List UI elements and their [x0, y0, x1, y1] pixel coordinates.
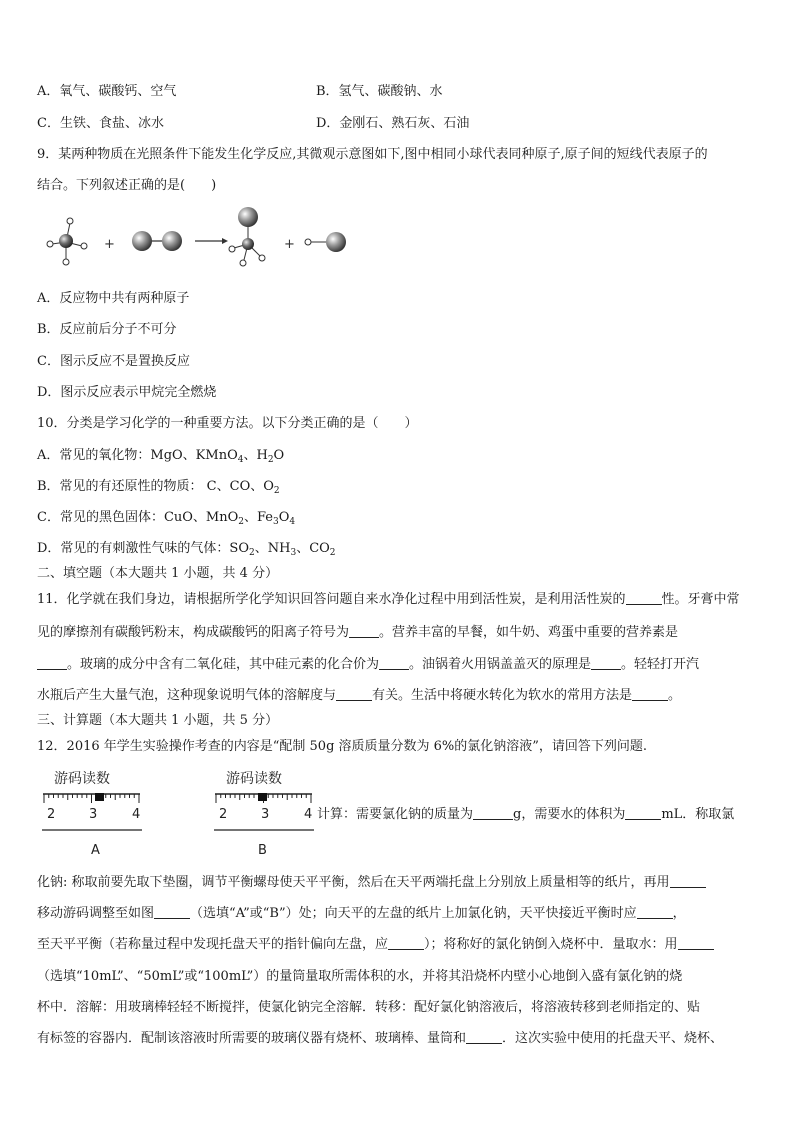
q12-para-line5: 杯中．溶解：用玻璃棒轻轻不断搅拌，使氯化钠完全溶解．转移：配好氯化钠溶液后，将溶液转移到老师指定的、贴 [37, 1000, 701, 1015]
q10-option-c: C．常见的黑色固体：CuO、MnO$_2$、$Fe_3O_4$ [37, 510, 296, 527]
q11-line4: 水瓶后产生大量气泡，这种现象说明气体的溶解度与 有关。生活中将硬水转化为软水的常用方法是 。 [37, 688, 682, 703]
rider-scale-title: 游码读数 [226, 771, 282, 787]
tick-label: 3 [89, 807, 98, 822]
q8-option-b: B．氢气、碳酸钠、水 [316, 84, 443, 99]
rider-marker [95, 793, 104, 801]
q8-option-c: C．生铁、食盐、冰水 [37, 116, 164, 131]
tick-label: 4 [304, 807, 313, 822]
q12-para-line1: 化钠: 称取前要先取下垫圈，调节平衡螺母使天平平衡，然后在天平两端托盘上分别放上质量相等的纸片，再用 [37, 875, 706, 891]
q10-option-d: D．常见的有刺激性气味的气体：$SO_2$、$NH_3$、$CO_2$ [37, 541, 336, 558]
q12-calc-line: 计算：需要氯化钠的质量为 g，需要水的体积为 mL．称取氯 [317, 807, 735, 822]
q9-option-a: A．反应物中共有两种原子 [37, 291, 190, 306]
reaction-arrow [195, 238, 228, 244]
q9-stem-line2: 结合。下列叙述正确的是( ) [37, 178, 217, 193]
plus-sign: + [284, 237, 295, 252]
q12-para-line2: 移动游码调整至如图 （选填“A”或“B”）处；向天平的左盘的纸片上加氯化钠，天平快接近平衡时应 ， [37, 906, 686, 921]
q10-option-b: B．常见的有还原性的物质： C、CO、$O_2$ [37, 479, 280, 496]
q8-option-d: D．金刚石、熟石灰、石油 [316, 116, 470, 131]
reaction-diagram [40, 206, 360, 276]
q9-stem-line1: 9．某两种物质在光照条件下能发生化学反应,其微观示意图如下,图中相同小球代表同种原子,原子间的短线代表原子的 [37, 147, 708, 162]
tick-label: 2 [47, 807, 56, 822]
rider-scale-title: 游码读数 [54, 771, 110, 787]
rider-scale-diagram-a [40, 766, 150, 862]
diagram-label-b: B [258, 843, 267, 858]
q11-line1: 11．化学就在我们身边，请根据所学化学知识回答问题自来水净化过程中用到活性炭，是利用活性炭的 性。牙膏中常 [37, 592, 740, 607]
plus-sign: + [104, 237, 115, 252]
q9-option-d: D．图示反应表示甲烷完全燃烧 [37, 385, 217, 400]
q12-para-line3: 至天平平衡（若称量过程中发现托盘天平的指针偏向左盘，应 ）；将称好的氯化钠倒入烧杯中．量取水：用 [37, 937, 714, 953]
q8-option-a: A．氧气、碳酸钙、空气 [37, 84, 177, 99]
chlorine-molecule [132, 231, 182, 251]
methane-molecule [47, 218, 87, 265]
rider-marker [258, 793, 267, 801]
section-title-fill-in: 二、填空题（本大题共 1 小题，共 4 分） [37, 566, 279, 581]
section-title-calculation: 三、计算题（本大题共 1 小题，共 5 分） [37, 713, 279, 728]
q10-stem: 10．分类是学习化学的一种重要方法。以下分类正确的是（ ） [37, 416, 418, 431]
q11-line2: 见的摩擦剂有碳酸钙粉末，构成碳酸钙的阳离子符号为 。营养丰富的早餐，如牛奶、鸡蛋中重要的营养素是 [37, 625, 679, 640]
q9-option-b: B．反应前后分子不可分 [37, 322, 177, 337]
q12-para-line6: 有标签的容器内．配制该溶液时所需要的玻璃仪器有烧杯、玻璃棒、量筒和 ．这次实验中使用的托盘天平、烧杯、 [37, 1031, 724, 1046]
tick-label: 4 [132, 807, 141, 822]
chloromethane-molecule [229, 207, 265, 266]
rider-scale-diagram-b [212, 766, 322, 862]
diagram-label-a: A [91, 843, 100, 858]
tick-label: 3 [261, 807, 270, 822]
q9-option-c: C．图示反应不是置换反应 [37, 354, 190, 369]
hydrogen-chloride-molecule [305, 232, 346, 252]
q12-para-line4: （选填“10mL”、“50mL”或“100mL”）的量筒量取所需体积的水，并将其沿烧杯内壁小心地倒入盛有氯化钠的烧 [37, 969, 683, 984]
q10-option-a: A．常见的氧化物：MgO、KMnO$_4$、$H_2O$ [37, 448, 285, 465]
q12-stem: 12．2016 年学生实验操作考查的内容是“配制 50g 溶质质量分数为 6%的氯化钠溶液”，请回答下列问题. [37, 739, 648, 754]
q11-line3: 。玻璃的成分中含有二氧化硅，其中硅元素的化合价为 。油锅着火用锅盖盖灭的原理是 。轻轻打开汽 [37, 657, 699, 673]
tick-label: 2 [219, 807, 228, 822]
